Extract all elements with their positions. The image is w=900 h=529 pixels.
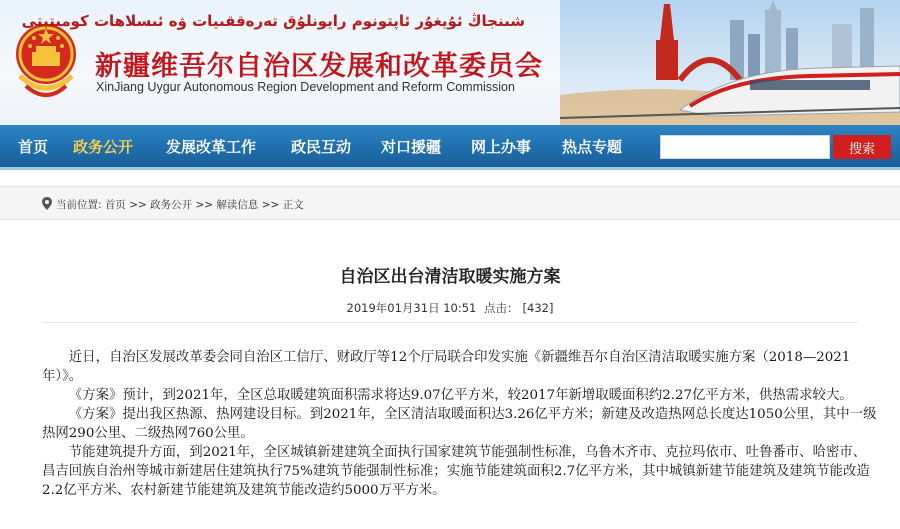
hits-label: 点击： [484, 301, 519, 315]
article-paragraph: 近日，自治区发展改革委会同自治区工信厅、财政厅等12个厅局联合印发实施《新疆维吾尔自治区清洁取暖实施方案（2018—2021年）》。 [42, 350, 851, 384]
article-paragraph: 节能建筑提升方面，到2021年，全区城镇新建建筑全面执行国家建筑节能强制性标准，乌鲁木齐市、克拉玛依市、吐鲁番市、哈密市、昌吉回族自治州等城市新建居住建筑执行75%建筑节能强制性标准；实施节能建筑面积2.7亿平方米，其中城镇新建节能建筑及建筑节能改造2.2亿平方米、农村新建节能建筑及建筑节能改造约5000万平方米。 [42, 445, 870, 498]
breadcrumb [0, 186, 900, 220]
hits-count: [432] [522, 301, 554, 315]
nav-item-pairing-assistance[interactable]: 对口援疆 [381, 138, 442, 156]
search-input[interactable] [660, 135, 830, 159]
divider [42, 322, 858, 323]
high-speed-train-scene [560, 0, 900, 125]
article-meta [0, 300, 900, 316]
nav-item-hot-topics[interactable]: 热点专题 [562, 138, 623, 156]
breadcrumb-path: 当前位置: 首页 >> 政务公开 >> 解读信息 >> 正文 [56, 199, 304, 211]
nav-item-home[interactable]: 首页 [18, 138, 49, 156]
nav-item-reform-work[interactable]: 发展改革工作 [166, 138, 257, 156]
header-banner [0, 0, 900, 125]
article-paragraph: 《方案》提出我区热源、热网建设目标。到2021年，全区清洁取暖面积达3.26亿平方米；新建及改造热网总长度达1050公里，其中一级热网290公里、二级热网760公里。 [42, 407, 877, 441]
article-body [42, 348, 877, 500]
uyghur-site-name: شىنجاڭ ئۇيغۇر ئاپتونوم رايونلۇق تەرەققىيات ۋە ئىسلاھات كومىتېتى [21, 12, 525, 30]
location-pin-icon [42, 197, 52, 210]
english-site-title: XinJiang Uygur Autonomous Region Development and Reform Commission [96, 80, 515, 94]
site-title: 新疆维吾尔自治区发展和改革委员会 [95, 51, 543, 82]
nav-item-government-affairs[interactable]: 政务公开 [73, 138, 134, 156]
search-button[interactable]: 搜索 [833, 135, 891, 159]
nav-item-public-interaction[interactable]: 政民互动 [291, 138, 352, 156]
nav-item-online-services[interactable]: 网上办事 [471, 138, 532, 156]
article-paragraph: 《方案》预计，到2021年，全区总取暖建筑面积需求将达9.07亿平方米，较2017年新增取暖面积约2.27亿平方米，供热需求较大。 [68, 388, 853, 403]
main-navigation [0, 125, 900, 170]
article-title: 自治区出台清洁取暖实施方案 [339, 267, 561, 287]
publish-date: 2019年01月31日 10:51 [346, 301, 477, 315]
